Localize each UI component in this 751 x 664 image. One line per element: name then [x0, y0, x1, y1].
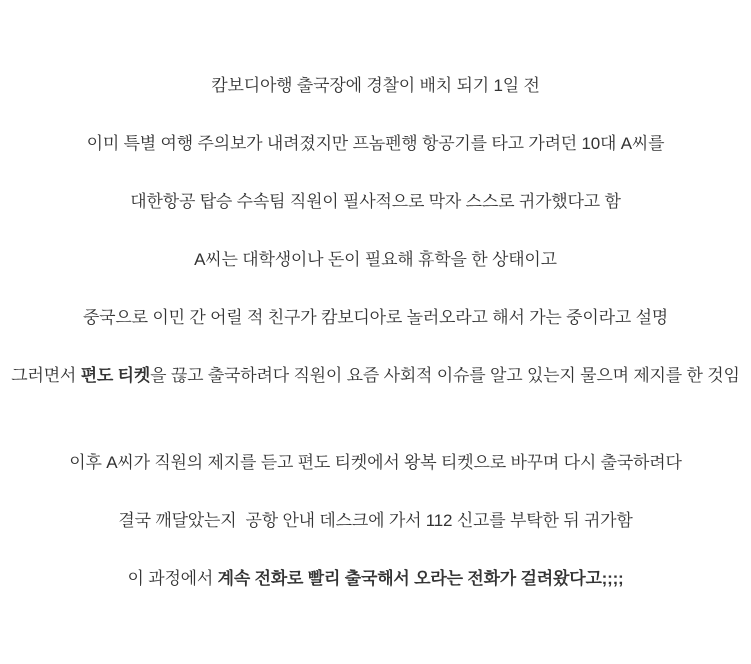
bold-emphasis-phone-call: 계속 전화로 빨리 출국해서 오라는 전화가 걸려왔다고;;;; — [217, 569, 624, 588]
post-paragraph-5: 중국으로 이민 간 어릴 적 친구가 캄보디아로 놀러오라고 해서 가는 중이라고 설명 — [82, 308, 669, 327]
post-paragraph-2: 이미 특별 여행 주의보가 내려졌지만 프놈펜행 항공기를 타고 가려던 10대 A씨를 — [86, 134, 665, 153]
post-paragraph-3: 대한항공 탑승 수속팀 직원이 필사적으로 막자 스스로 귀가했다고 함 — [130, 192, 621, 211]
post-paragraph-8: 결국 깨달았는지 공항 안내 데스크에 가서 112 신고를 부탁한 뒤 귀가함 — [118, 511, 633, 530]
post-paragraph-6 — [2, 361, 749, 390]
post-paragraph-9 — [2, 564, 749, 593]
paragraph-text: 을 끊고 출국하려다 직원이 요즘 사회적 이슈를 알고 있는지 물으며 제지를 한 것임 — [150, 366, 740, 385]
bold-emphasis-ticket: 편도 티켓 — [80, 366, 151, 385]
post-paragraph-1: 캄보디아행 출국장에 경찰이 배치 되기 1일 전 — [211, 76, 540, 95]
paragraph-text: 이 과정에서 — [127, 569, 218, 588]
post-paragraph-4: A씨는 대학생이나 돈이 필요해 휴학을 한 상태이고 — [194, 250, 557, 269]
paragraph-text: 그러면서 — [11, 366, 81, 385]
post-paragraph-7: 이후 A씨가 직원의 제지를 듣고 편도 티켓에서 왕복 티켓으로 바꾸며 다시 출국하려다 — [69, 453, 682, 472]
